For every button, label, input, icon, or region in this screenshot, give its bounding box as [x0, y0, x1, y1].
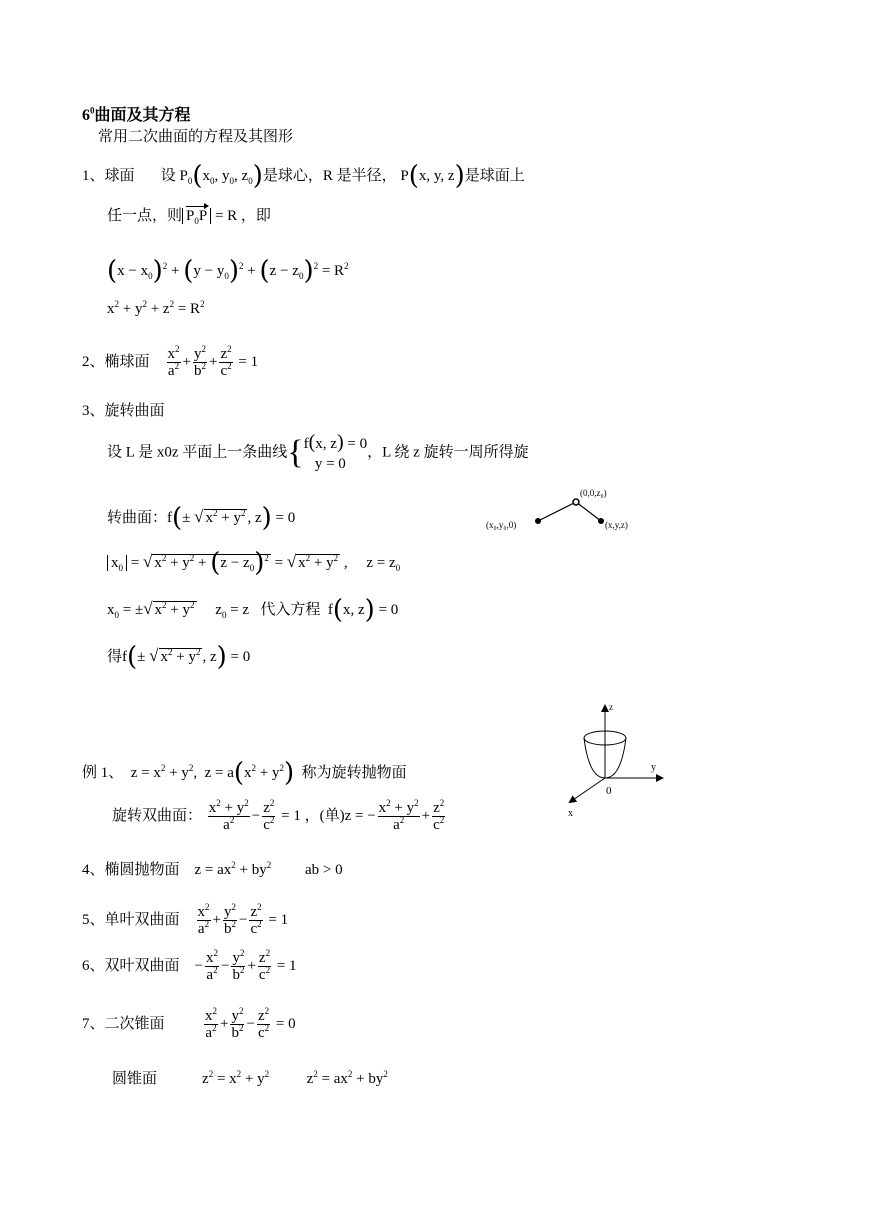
sphere-equation-general: $(x - x_0)^2 + (y - y_0)^2 + (z - z_0)^2 = R^2$ — [107, 256, 349, 286]
circular-cone: 圆锥面 $z^2 = x^2 + y^2$ $z^2 = ax^2 + by^2$ — [112, 1069, 388, 1087]
z-label: z — [609, 702, 613, 712]
example-1: 例 1、 $z = x^2 + y^2$, $z = a(x^2 + y^2)$ 称为旋转抛物面 — [82, 758, 407, 788]
section-3-intro: 设 L 是 x0z 平面上一条曲线{f(x, z) = 0 y = 0，L 绕 z 旋转一周所得旋 — [107, 431, 529, 472]
sphere-equation-origin: $x^2 + y^2 + z^2 = R^2$ — [107, 299, 205, 317]
section-7: 7、二次锥面 $\frac{x^2}{a^2}$ + $\frac{y^2}{b^2}$ − $\frac{z^2}{c^2}$ = 0 — [82, 1006, 296, 1041]
x-axis — [570, 778, 605, 802]
points-diagram — [480, 484, 650, 534]
paraboloid-diagram — [560, 696, 670, 820]
section-3-substitution: $x_0$ = ±√ $x^2 + y^2$ $z_0 = z$ 代入方程 f(x, z) = 0 — [107, 595, 399, 625]
label-left: (x₀,y₀,0) — [486, 520, 517, 530]
section-3-label: 3、旋转曲面 — [82, 403, 165, 419]
origin-label: 0 — [606, 785, 612, 797]
x-label: x — [568, 808, 573, 819]
point-p — [598, 518, 604, 524]
subtitle: 常用二次曲面的方程及其图形 — [98, 129, 294, 145]
point-center — [573, 499, 579, 505]
section-1-line-1: 1、球面 设 $P_0(x_0$, $y_0$, $z_0$)是球心，R 是半径， P(x, y, z)是球面上 — [82, 161, 525, 191]
section-5: 5、单叶双曲面 $\frac{x^2}{a^2}$ + $\frac{y^2}{b^2}$ − $\frac{z^2}{c^2}$ = 1 — [82, 902, 289, 937]
section-2: 2、椭球面 $\frac{x^2}{a^2}$ + $\frac{y^2}{b^2}$ + $\frac{z^2}{c^2}$ = 1 — [82, 344, 259, 379]
page-title: $6^0$曲面及其方程 — [82, 105, 191, 124]
hyperboloid-of-revolution: 旋转双曲面： $\frac{x^2 + y^2}{a^2}$ − $\frac{z^2}{c^2}$ = 1 ，(单)z = − $\frac{x^2 + y^2}{a^2}$ + $\frac{z^2}{c^2}$ — [112, 798, 445, 833]
section-4: 4、椭圆抛物面 $z = ax^2 + by^2$ ab > 0 — [82, 860, 343, 878]
label-top: (0,0,z₀) — [580, 488, 607, 498]
section-1-line-2: 任一点，则 $P_0P = R$ ，即 — [107, 208, 271, 226]
section-3-result: 得f(± √ $x^2 + y^2$ , z) = 0 — [107, 642, 251, 672]
label-right: (x,y,z) — [605, 520, 628, 530]
section-6: 6、双叶双曲面 − $\frac{x^2}{a^2}$ − $\frac{y^2}{b^2}$ + $\frac{z^2}{c^2}$ = 1 — [82, 948, 297, 983]
y-label: y — [651, 762, 656, 773]
section-3-surface: 转曲面：f(± √ $x^2 + y^2$ , z) = 0 — [107, 503, 296, 533]
section-3-distance: $x_0$ = √ $x^2 + y^2 + (z - z_0)^2$ = √ $x^2 + y^2$ , $z = z_0$ — [107, 550, 400, 576]
point-p0 — [535, 518, 541, 524]
